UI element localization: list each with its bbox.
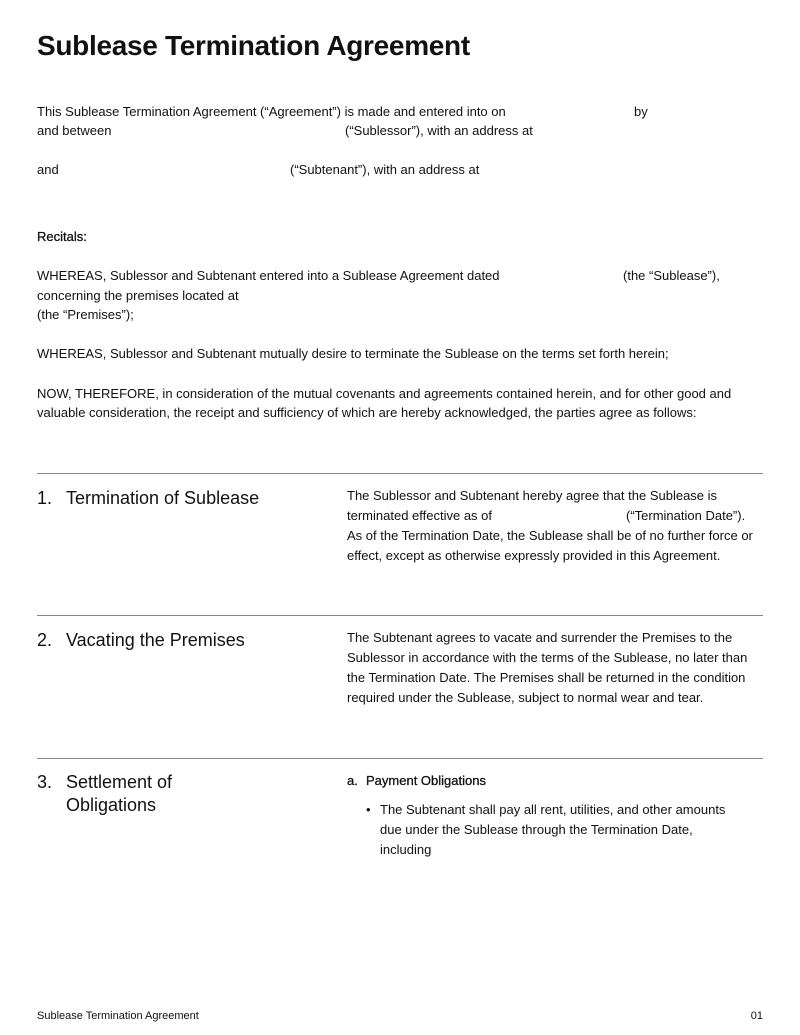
section-heading	[37, 771, 172, 817]
subsection-heading	[347, 771, 486, 791]
body-line: Sublessor in accordance with the terms of the Sublease, no later than	[347, 650, 748, 665]
bullet-item	[366, 800, 725, 860]
body-text: terminated effective as of	[347, 508, 493, 523]
body-line: required under the Sublease, subject to normal wear and tear.	[347, 690, 704, 705]
section-divider	[37, 615, 763, 616]
section-body	[347, 628, 747, 708]
intro-text: by	[634, 104, 648, 119]
body-line: due under the Sublease through the Termination Date,	[380, 822, 693, 837]
subsection-label: a.	[347, 773, 358, 788]
page-number: 01	[750, 1010, 763, 1022]
section-title: Vacating the Premises	[66, 630, 245, 650]
body-line: the Termination Date. The Premises shall be returned in the condition	[347, 670, 746, 685]
section-number: 2.	[37, 630, 53, 650]
section-title: Termination of Sublease	[66, 488, 260, 508]
recital-text: WHEREAS, Sublessor and Subtenant mutually desire to terminate the Sublease on the terms set forth herein;	[37, 346, 669, 361]
section-number: 1.	[37, 488, 53, 508]
subsection-title: Payment Obligations	[366, 773, 486, 788]
intro-text: This Sublease Termination Agreement (“Agreement”) is made and entered into on	[37, 104, 506, 119]
recitals-heading: Recitals:	[37, 229, 87, 244]
section-number: 3.	[37, 772, 53, 792]
recital-text: NOW, THEREFORE, in consideration of the mutual covenants and agreements contained herein, and for other good and	[37, 386, 732, 401]
body-line: The Subtenant shall pay all rent, utilities, and other amounts	[380, 802, 726, 817]
recital-text: valuable consideration, the receipt and sufficiency of which are hereby acknowledged, the parties agree as follows:	[37, 405, 697, 420]
intro-text: (“Sublessor”), with an address at	[345, 123, 533, 138]
section-divider	[37, 473, 763, 474]
section-heading	[37, 487, 259, 510]
document-title: Sublease Termination Agreement	[37, 30, 470, 61]
intro-text: (“Subtenant”), with an address at	[290, 162, 480, 177]
recital-text: (the “Sublease”),	[623, 268, 720, 283]
section-divider	[37, 758, 763, 759]
body-text: (“Termination Date”).	[626, 508, 746, 523]
recital-text: WHEREAS, Sublessor and Subtenant entered into a Sublease Agreement dated	[37, 268, 500, 283]
section-body	[347, 486, 753, 566]
body-line: effect, except as otherwise expressly provided in this Agreement.	[347, 548, 721, 563]
section-title: Settlement of	[66, 772, 173, 792]
body-line: The Subtenant agrees to vacate and surrender the Premises to the	[347, 630, 733, 645]
section-heading	[37, 629, 245, 652]
intro-text: and between	[37, 123, 112, 138]
section-title-continued: Obligations	[66, 795, 157, 815]
recital-text: concerning the premises located at	[37, 288, 239, 303]
body-line: As of the Termination Date, the Sublease shall be of no further force or	[347, 528, 753, 543]
footer-title: Sublease Termination Agreement	[37, 1010, 199, 1022]
body-line: The Sublessor and Subtenant hereby agree that the Sublease is	[347, 488, 718, 503]
intro-text: and	[37, 162, 59, 177]
body-line	[347, 506, 753, 526]
body-line: including	[380, 842, 432, 857]
recital-text: (the “Premises”);	[37, 307, 134, 322]
bullet-icon: •	[366, 802, 371, 817]
